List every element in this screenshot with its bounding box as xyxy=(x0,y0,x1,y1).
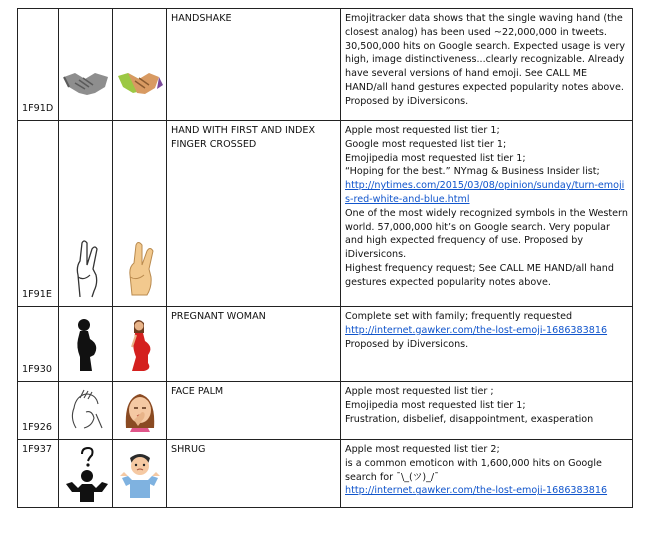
code-point: 1F926 xyxy=(18,382,59,440)
handshake-gray-icon xyxy=(59,9,113,121)
face-palm-sketch-icon xyxy=(59,382,113,440)
shrug-silhouette-icon xyxy=(59,440,113,508)
emoji-name: FACE PALM xyxy=(167,382,341,440)
note-text: Frustration, disbelief, disappointment, exasperation xyxy=(345,413,594,425)
note-text: Apple most requested list tier 1; xyxy=(345,125,500,136)
emoji-name: SHRUG xyxy=(167,440,341,508)
code-point: 1F930 xyxy=(18,307,59,382)
face-palm-color-icon xyxy=(113,382,167,440)
code-point: 1F91D xyxy=(18,9,59,121)
reference-link[interactable]: http://nytimes.com/2015/03/08/opinion/sunday/turn-emojis-red-white-and-blue.html xyxy=(345,180,625,205)
note-text: Apple most requested list tier ; xyxy=(345,386,494,397)
code-point: 1F91E xyxy=(18,121,59,307)
notes-cell xyxy=(341,307,633,382)
note-text: Apple most requested list tier 2; xyxy=(345,444,500,455)
table-row xyxy=(18,121,633,307)
note-text: Proposed by iDiversicons. xyxy=(345,338,469,350)
shrug-color-icon xyxy=(113,440,167,508)
pregnant-woman-silhouette-icon xyxy=(59,307,113,382)
crossed-fingers-outline-icon xyxy=(59,121,113,307)
notes-cell xyxy=(341,9,633,121)
handshake-color-icon xyxy=(113,9,167,121)
note-text: Highest frequency request; See CALL ME HAND/all hand gestures expected popularity notes above. xyxy=(345,262,614,288)
code-point: 1F937 xyxy=(18,440,59,508)
note-text: Emojipedia most requested list tier 1; xyxy=(345,399,526,411)
reference-link[interactable]: http://internet.gawker.com/the-lost-emoji-1686383816 xyxy=(345,485,608,497)
note-text: One of the most widely recognized symbols in the Western world. 57,000,000 hit’s on Google search. Very popular and high expected frequency of use. Proposed by iDiversicons. xyxy=(345,207,628,261)
pregnant-woman-color-icon xyxy=(113,307,167,382)
emoji-proposal-table xyxy=(17,8,633,508)
emoji-name: HAND WITH FIRST AND INDEX FINGER CROSSED xyxy=(167,121,341,307)
table-row xyxy=(18,9,633,121)
emoji-name: PREGNANT WOMAN xyxy=(167,307,341,382)
notes-cell xyxy=(341,440,633,508)
table-row xyxy=(18,307,633,382)
table-row xyxy=(18,440,633,508)
note-text: “Hoping for the best.” NYmag & Business Insider list; xyxy=(345,166,600,178)
reference-link[interactable]: http://internet.gawker.com/the-lost-emoji-1686383816 xyxy=(345,324,608,336)
emoji-name: HANDSHAKE xyxy=(167,9,341,121)
crossed-fingers-color-icon xyxy=(113,121,167,307)
table-row xyxy=(18,382,633,440)
notes-cell xyxy=(341,121,633,307)
note-text: Emojipedia most requested list tier 1; xyxy=(345,152,526,164)
note-text: Emojitracker data shows that the single waving hand (the closest analog) has been used ~22,000,000 in tweets. 30,500,000 hits on Google search. Expected usage is very high, image distinctiveness...clearly recognizable. Already have several versions of hand emoji. See CALL ME HAND/all hand gestures expected popularity notes above. Proposed by iDiversicons. xyxy=(345,13,626,107)
note-text: is a common emoticon with 1,600,000 hits on Google search for ¯\_(ツ)_/¯ xyxy=(345,457,602,483)
note-text: Complete set with family; frequently requested xyxy=(345,311,573,322)
notes-cell xyxy=(341,382,633,440)
note-text: Google most requested list tier 1; xyxy=(345,138,507,150)
